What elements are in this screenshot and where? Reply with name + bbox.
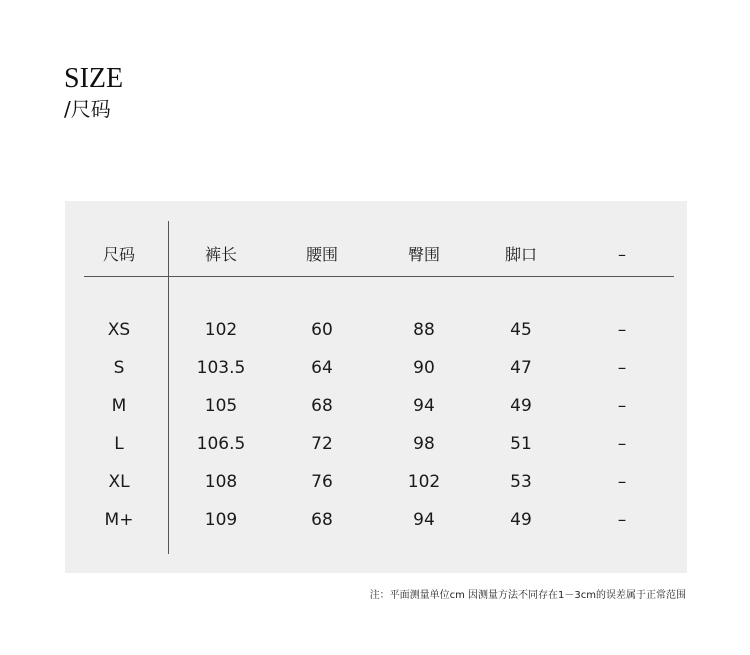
cell-hip: 90 [413,358,435,378]
cell-length: 102 [204,320,238,340]
cell-waist: 68 [311,510,333,530]
cell-length: 103.5 [196,358,246,378]
cell-extra: – [617,320,627,340]
measurement-note: 注：平面测量单位cm 因测量方法不同存在1－3cm的误差属于正常范围 [369,590,686,601]
cell-hem: 45 [510,320,532,340]
cell-size: XL [108,472,130,492]
header-hip: 臀围 [407,245,440,264]
cell-waist: 64 [311,358,333,378]
cell-hem: 49 [510,396,532,416]
cell-size: L [114,434,124,454]
cell-hip: 94 [413,510,435,530]
cell-extra: – [617,472,627,492]
cell-length: 106.5 [196,434,246,454]
header-extra: – [618,245,626,264]
cell-length: 109 [204,510,238,530]
size-subtitle: /尺码 [64,97,111,121]
cell-waist: 60 [311,320,333,340]
cell-size: M+ [104,510,134,530]
cell-hip: 102 [407,472,441,492]
cell-hip: 98 [413,434,435,454]
header-size: 尺码 [102,245,135,264]
cell-extra: – [617,358,627,378]
header-length: 裤长 [204,245,237,264]
cell-size: M [111,396,127,416]
cell-hem: 49 [510,510,532,530]
table-header-divider [84,276,674,277]
cell-length: 108 [204,472,238,492]
cell-hem: 53 [510,472,532,492]
cell-extra: – [617,510,627,530]
cell-waist: 68 [311,396,333,416]
table-vertical-divider [168,221,169,554]
header-waist: 腰围 [305,245,338,264]
cell-hip: 88 [413,320,435,340]
cell-length: 105 [204,396,238,416]
header-hem: 脚口 [504,245,537,264]
cell-size: S [113,358,125,378]
cell-hem: 51 [510,434,532,454]
cell-size: XS [107,320,131,340]
cell-waist: 72 [311,434,333,454]
cell-waist: 76 [311,472,333,492]
cell-hem: 47 [510,358,532,378]
cell-extra: – [617,396,627,416]
cell-hip: 94 [413,396,435,416]
size-title: SIZE [64,63,124,94]
cell-extra: – [617,434,627,454]
